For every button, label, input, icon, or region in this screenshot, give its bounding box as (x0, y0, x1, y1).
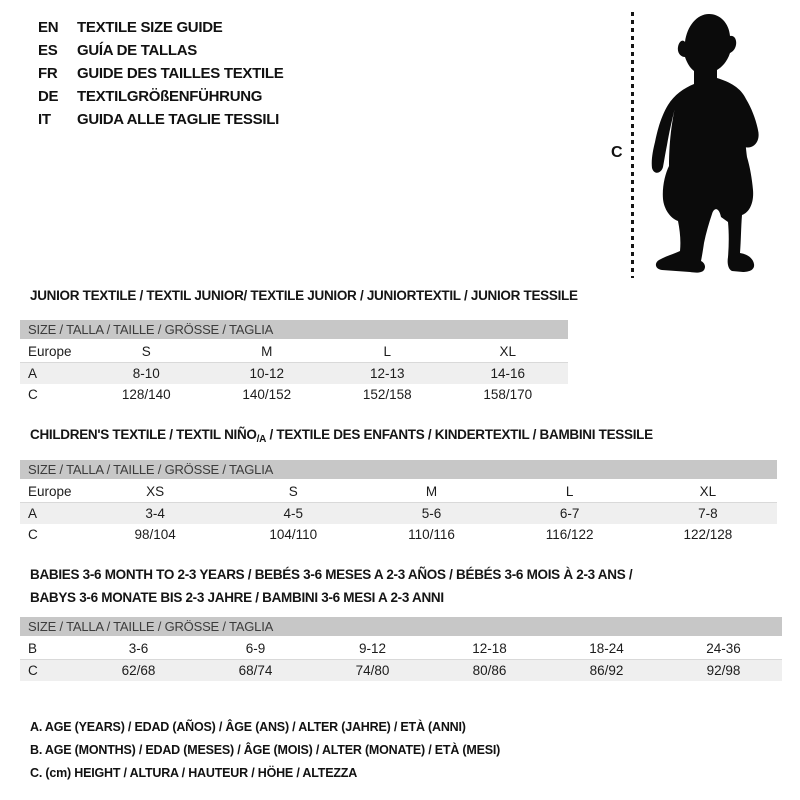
table-row-age-months (20, 637, 782, 660)
size-cell: L (327, 340, 448, 363)
size-cell: S (224, 480, 362, 503)
age-cell: 18-24 (548, 637, 665, 660)
age-cell: 3-6 (80, 637, 197, 660)
size-cell: XL (639, 480, 777, 503)
legend-note-b: B. AGE (MONTHS) / EDAD (MESES) / ÂGE (MOIS) / ALTER (MONATE) / ETÀ (MESI) (30, 743, 501, 757)
children-size-table (20, 460, 777, 545)
height-cell: 80/86 (431, 660, 548, 682)
age-cell: 4-5 (224, 503, 362, 525)
size-header-label: SIZE / TALLA / TAILLE / GRÖSSE / TAGLIA (20, 460, 777, 480)
height-measure-dashed-line (631, 12, 634, 278)
section-title-children (30, 427, 653, 445)
age-cell: 3-4 (86, 503, 224, 525)
language-row-it (38, 108, 283, 131)
age-cell: 8-10 (86, 363, 207, 385)
language-list (38, 16, 283, 131)
section-title-babies (30, 563, 632, 609)
language-code: FR (38, 65, 58, 82)
size-cell: L (501, 480, 639, 503)
row-label: A (20, 363, 86, 385)
language-code: DE (38, 88, 59, 105)
table-row-age (20, 363, 568, 385)
children-title-subscript: /A (256, 434, 267, 445)
age-cell: 12-18 (431, 637, 548, 660)
age-cell: 9-12 (314, 637, 431, 660)
row-label: C (28, 527, 38, 542)
age-cell: 6-7 (501, 503, 639, 525)
size-cell: S (86, 340, 207, 363)
legend-note-a: A. AGE (YEARS) / EDAD (AÑOS) / ÂGE (ANS) / ALTER (JAHRE) / ETÀ (ANNI) (30, 720, 466, 734)
language-code: IT (38, 111, 51, 128)
row-label: Europe (20, 340, 86, 363)
size-header-bar (20, 617, 782, 637)
row-label: C (28, 387, 38, 402)
height-cell: 140/152 (242, 387, 292, 402)
height-cell: 104/110 (269, 527, 318, 542)
table-row-height (20, 660, 782, 682)
size-cell: XS (86, 480, 224, 503)
height-cell: 128/140 (121, 387, 171, 402)
language-title: GUIDE DES TAILLES TEXTILE (77, 65, 284, 82)
table-row-height (20, 524, 777, 545)
language-row-es (38, 39, 283, 62)
language-row-fr (38, 62, 283, 85)
language-row-de (38, 85, 283, 108)
language-code: EN (38, 19, 59, 36)
table-row-europe (20, 480, 777, 503)
children-title-rest: / TEXTILE DES ENFANTS / KINDERTEXTIL / BAMBINI TESSILE (266, 427, 653, 442)
height-cell: 92/98 (665, 660, 782, 682)
baby-silhouette-icon (642, 10, 762, 280)
table-row-height (20, 384, 568, 405)
height-measure-label: C (611, 144, 623, 161)
row-label: Europe (20, 480, 86, 503)
height-cell: 86/92 (548, 660, 665, 682)
babies-title-line2: BABYS 3-6 MONATE BIS 2-3 JAHRE / BAMBINI 3-6 MESI A 2-3 ANNI (30, 590, 444, 605)
size-header-label: SIZE / TALLA / TAILLE / GRÖSSE / TAGLIA (20, 320, 568, 340)
babies-title-line1: BABIES 3-6 MONTH TO 2-3 YEARS / BEBÉS 3-6 MESES A 2-3 AÑOS / BÉBÉS 3-6 MOIS À 2-3 ANS / (30, 567, 633, 582)
legend-note-c: C. (cm) HEIGHT / ALTURA / HAUTEUR / HÖHE / ALTEZZA (30, 766, 358, 780)
size-cell: M (207, 340, 328, 363)
table-row-age (20, 503, 777, 525)
height-cell: 68/74 (197, 660, 314, 682)
size-header-label: SIZE / TALLA / TAILLE / GRÖSSE / TAGLIA (20, 617, 782, 637)
height-cell: 152/158 (362, 387, 412, 402)
height-cell: 110/116 (408, 527, 455, 542)
age-cell: 14-16 (448, 363, 569, 385)
junior-size-table (20, 320, 568, 405)
row-label: C (20, 660, 80, 682)
row-label: B (20, 637, 80, 660)
age-cell: 24-36 (665, 637, 782, 660)
height-cell: 98/104 (134, 527, 176, 542)
language-title: TEXTILGRÖßENFÜHRUNG (77, 88, 263, 105)
age-cell: 6-9 (197, 637, 314, 660)
age-cell: 10-12 (207, 363, 328, 385)
age-cell: 7-8 (639, 503, 777, 525)
row-label: A (20, 503, 86, 525)
height-cell: 122/128 (683, 527, 733, 542)
legend-notes (30, 716, 500, 785)
language-title: GUIDA ALLE TAGLIE TESSILI (77, 111, 279, 128)
size-cell: XL (448, 340, 569, 363)
height-cell: 74/80 (314, 660, 431, 682)
language-title: TEXTILE SIZE GUIDE (77, 19, 223, 36)
table-row-europe (20, 340, 568, 363)
height-cell: 116/122 (545, 527, 594, 542)
size-cell: M (362, 480, 500, 503)
age-cell: 5-6 (362, 503, 500, 525)
height-cell: 62/68 (80, 660, 197, 682)
age-cell: 12-13 (327, 363, 448, 385)
language-row-en (38, 16, 283, 39)
section-title-junior: JUNIOR TEXTILE / TEXTIL JUNIOR/ TEXTILE JUNIOR / JUNIORTEXTIL / JUNIOR TESSILE (30, 288, 578, 303)
size-header-bar (20, 320, 568, 340)
size-header-bar (20, 460, 777, 480)
children-title-main: CHILDREN'S TEXTILE / TEXTIL NIÑO (30, 427, 257, 442)
babies-size-table (20, 617, 782, 681)
language-title: GUÍA DE TALLAS (77, 42, 197, 59)
height-cell: 158/170 (483, 387, 533, 402)
language-code: ES (38, 42, 58, 59)
